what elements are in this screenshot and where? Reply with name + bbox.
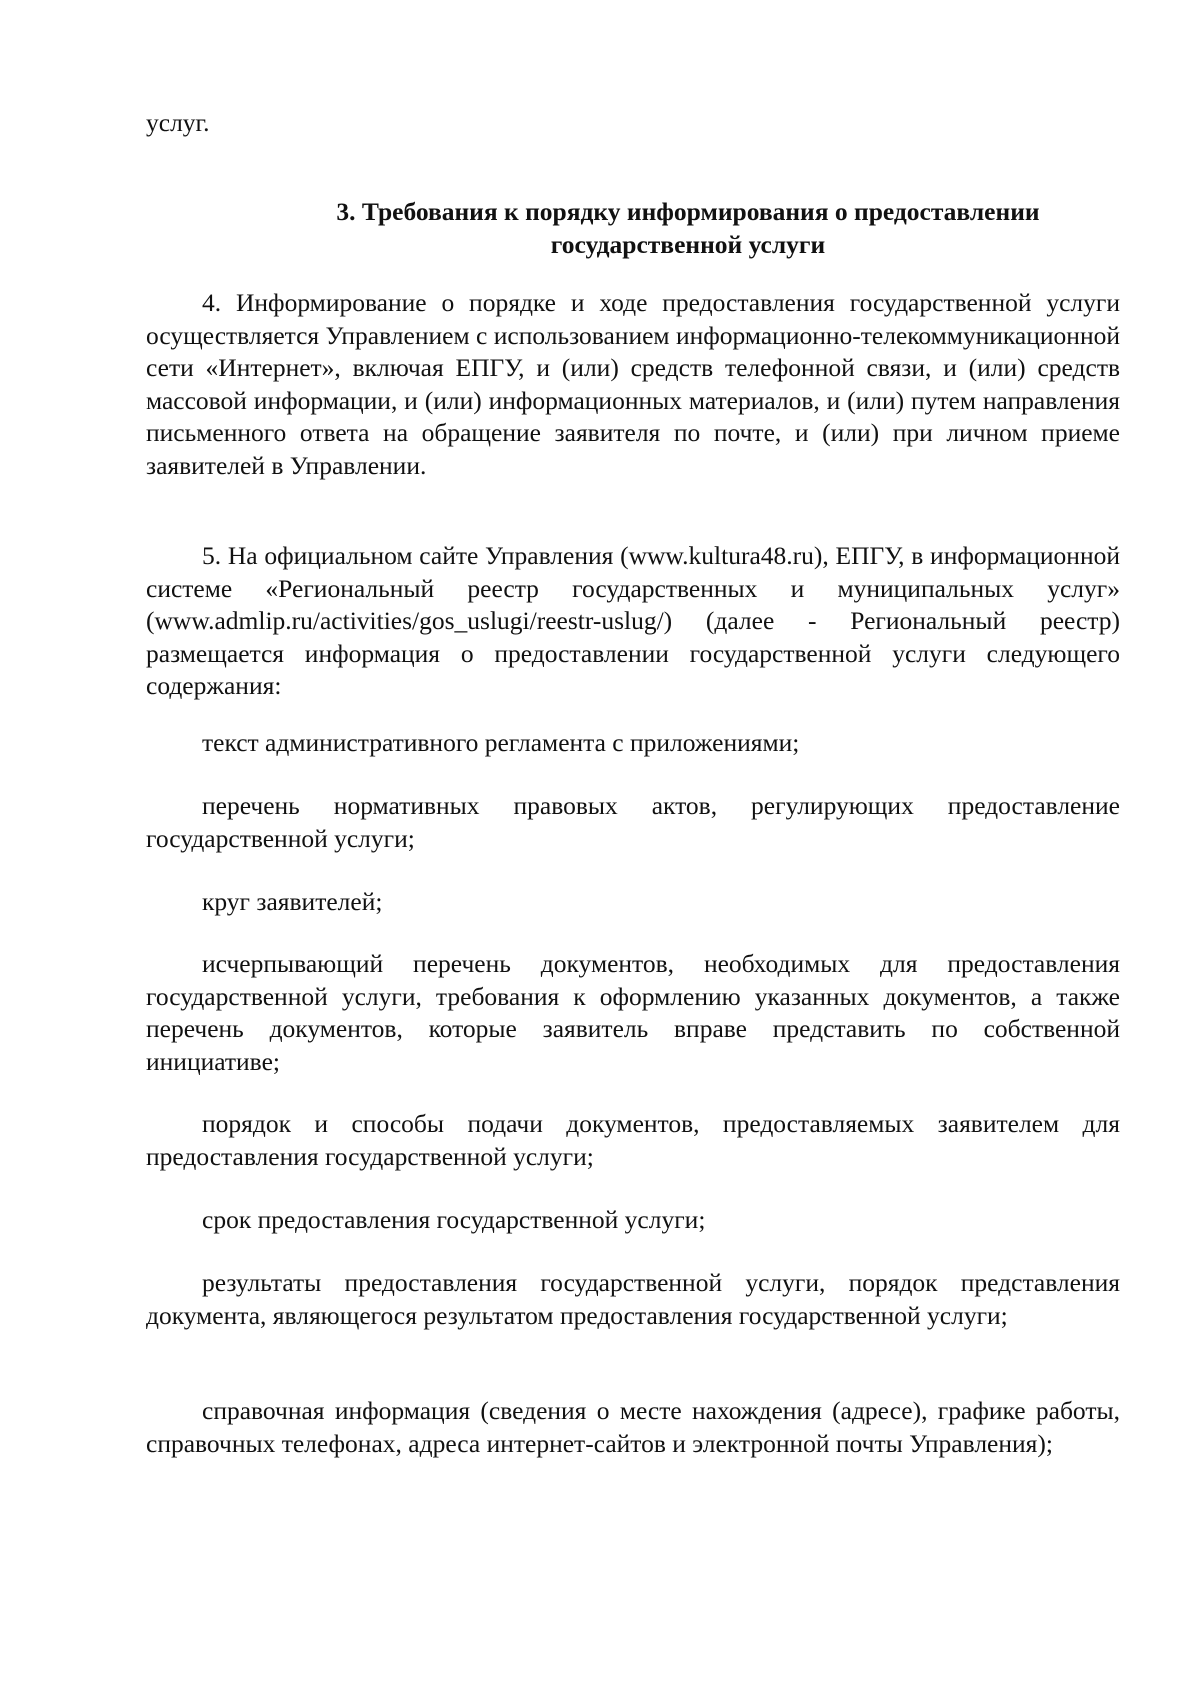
list-item-regulation-text: текст административного регламента с приложениями; bbox=[202, 728, 800, 757]
list-item-reference-info: справочная информация (сведения о месте нахождения (адресе), графике работы, справочных телефонах, адреса интернет-сайтов и электронной почты Управления); bbox=[146, 1396, 1120, 1458]
list-item-legal-acts: перечень нормативных правовых актов, регулирующих предоставление государственной услуги; bbox=[146, 791, 1120, 853]
list-item-results: результаты предоставления государственной услуги, порядок представления документа, являющегося результатом предоставления государственной услуги; bbox=[146, 1268, 1120, 1330]
section-heading bbox=[146, 196, 1120, 261]
section-heading-line-2: государственной услуги bbox=[550, 229, 826, 259]
list-item-deadline: срок предоставления государственной услуги; bbox=[202, 1205, 706, 1234]
continuation-text: услуг. bbox=[146, 108, 210, 137]
list-item-submission: порядок и способы подачи документов, предоставляемых заявителем для предоставления государственной услуги; bbox=[146, 1109, 1120, 1171]
list-item-applicants: круг заявителей; bbox=[202, 887, 383, 916]
list-item-documents: исчерпывающий перечень документов, необходимых для предоставления государственной услуги, требования к оформлению указанных документов, а также перечень документов, которые заявитель вправе представить по собственной инициативе; bbox=[146, 949, 1120, 1076]
section-heading-line-1: 3. Требования к порядку информирования о предоставлении bbox=[336, 197, 1040, 226]
paragraph-4: 4. Информирование о порядке и ходе предоставления государственной услуги осуществляется Управлением с использованием информационно-телекоммуникационной сети «Интернет», включая ЕПГУ, и (или) средств телефонной связи, и (или) средств массовой информации, и (или) информационных материалов, и (или) путем направления письменного ответа на обращение заявителя по почте, и (или) при личном приеме заявителей в Управлении. bbox=[146, 288, 1120, 480]
paragraph-5: 5. На официальном сайте Управления (www.kultura48.ru), ЕПГУ, в информационной системе «Региональный реестр государственных и муниципальных услуг» (www.admlip.ru/activities/gos_uslugi/reestr-uslug/) (далее - Региональный реестр) размещается информация о предоставлении государственной услуги следующего содержания: bbox=[146, 541, 1120, 701]
